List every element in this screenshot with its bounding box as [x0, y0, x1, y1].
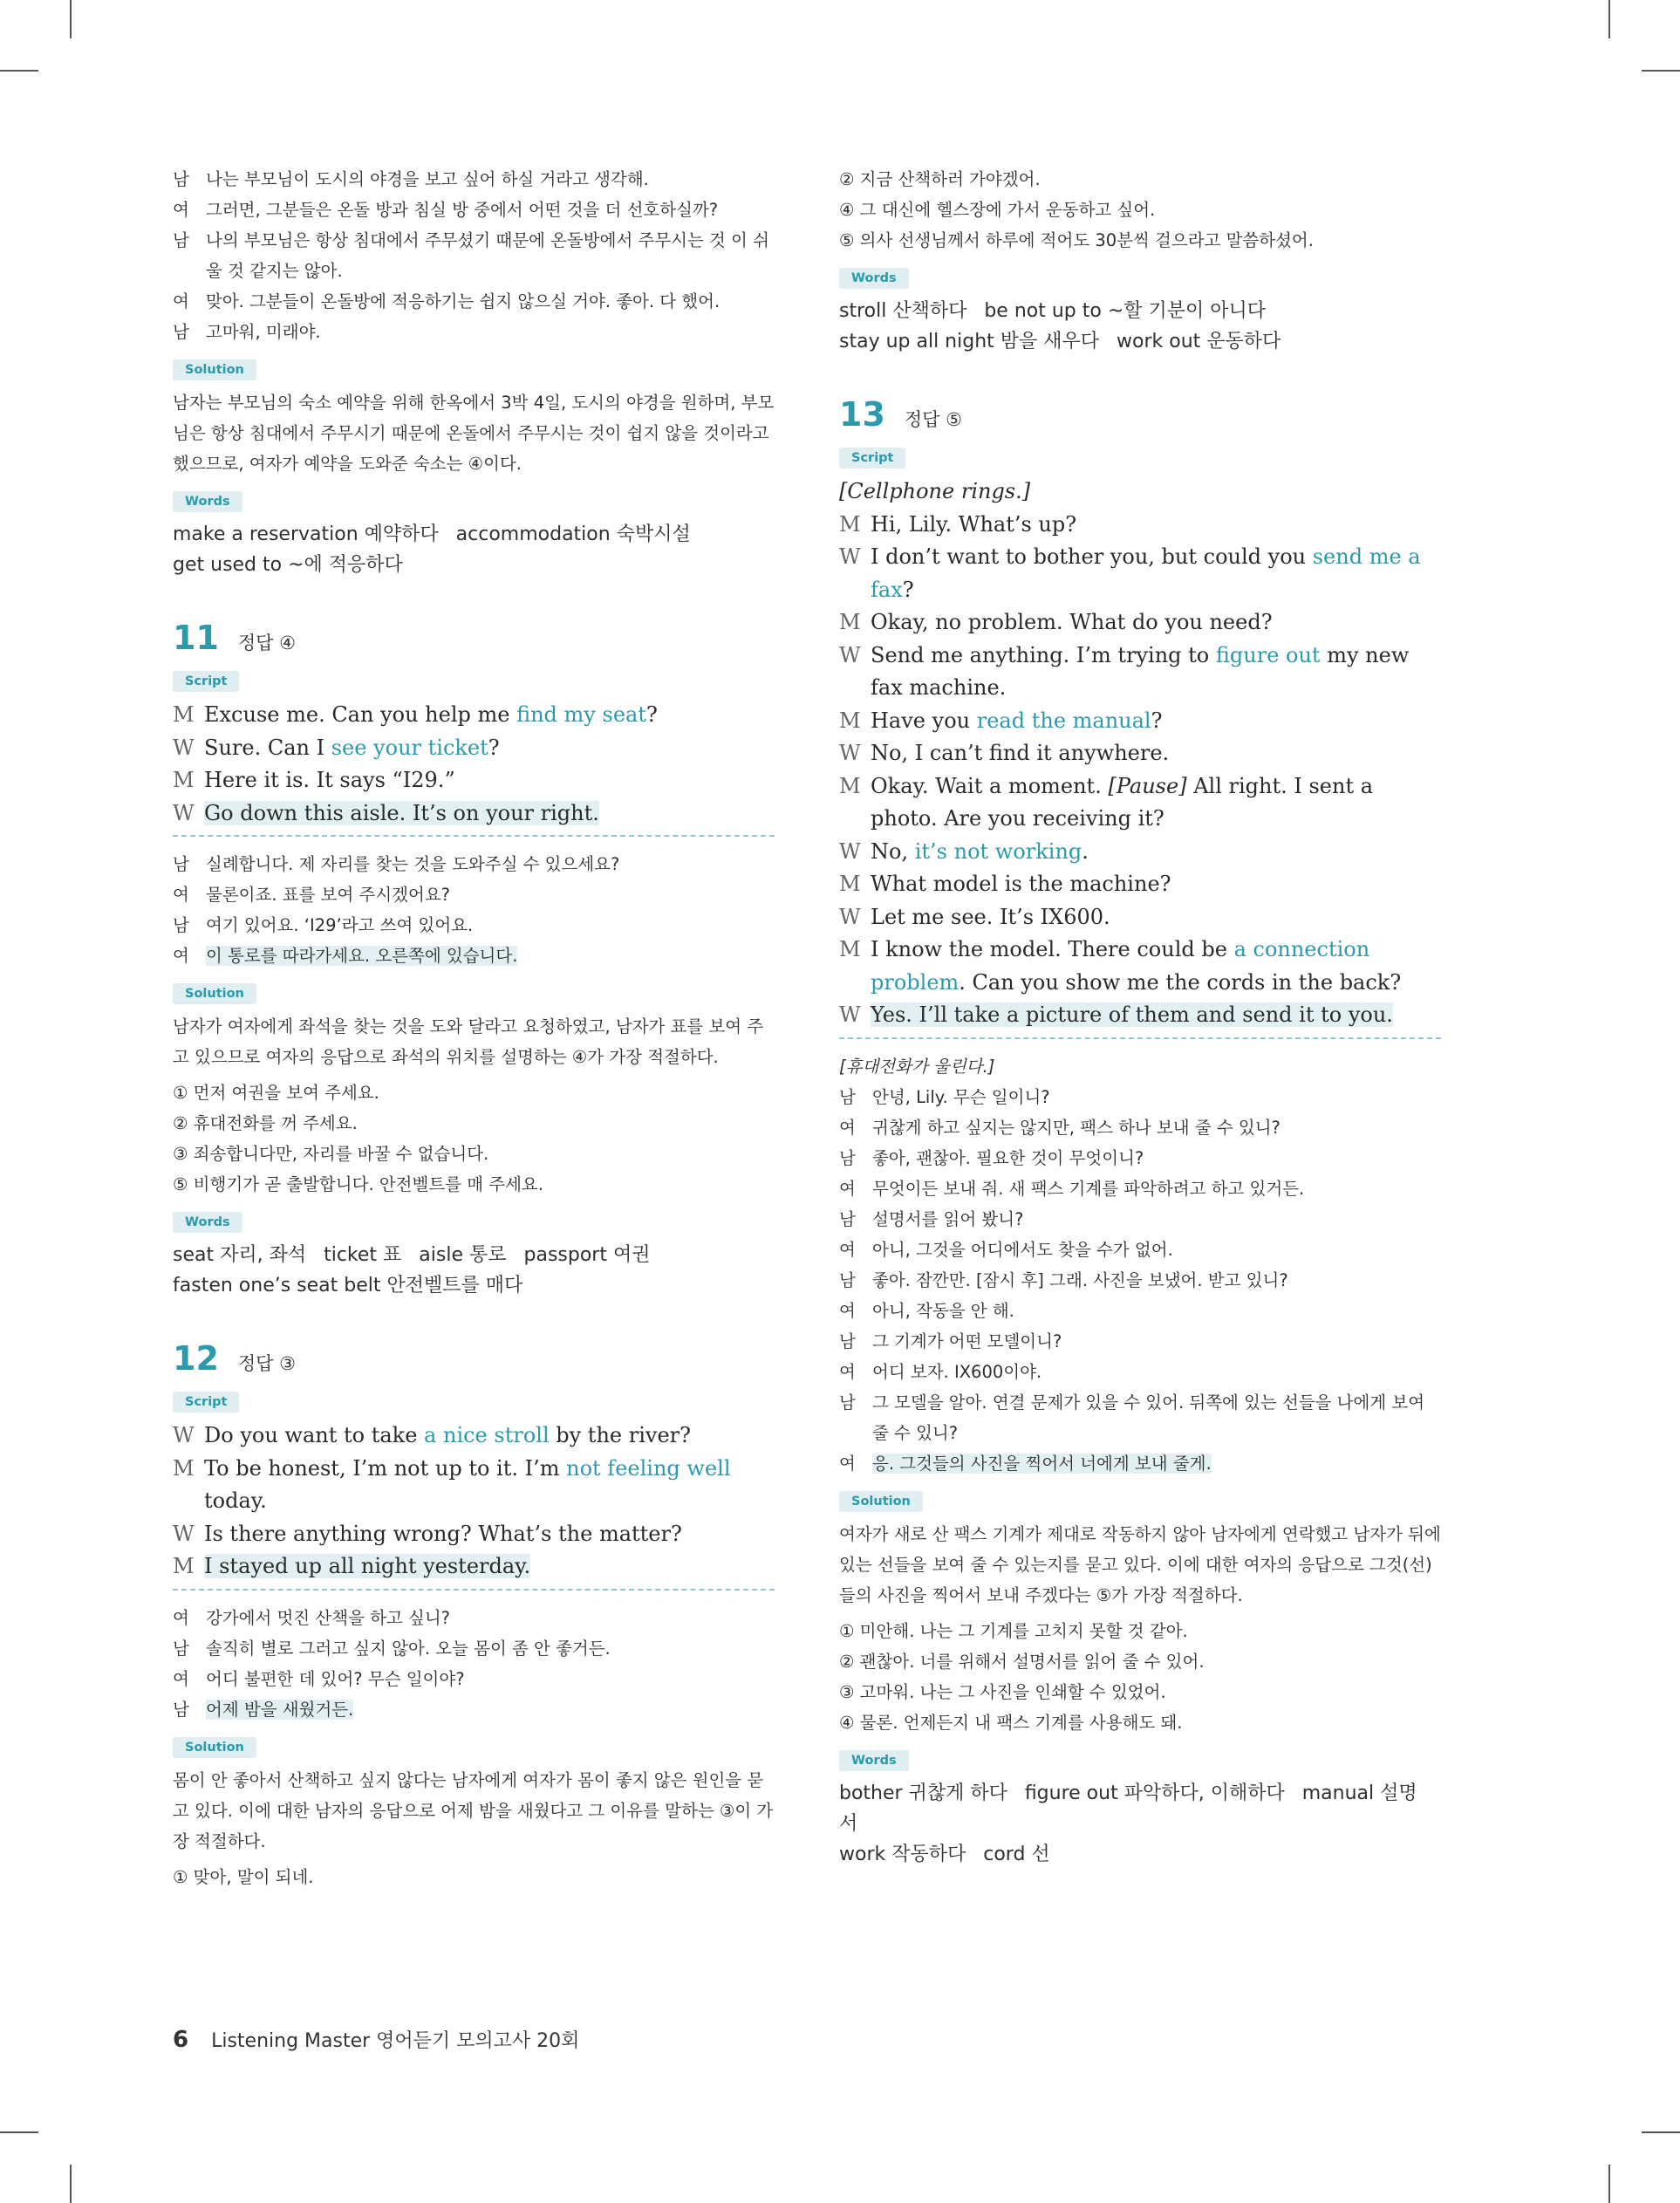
speaker-label: 남: [173, 915, 189, 935]
words-badge: Words: [839, 1738, 1441, 1778]
dialogue-line: [839, 1143, 1441, 1173]
answer-highlight: 응. 그것들의 사진을 찍어서 너에게 보내 줄게.: [872, 1453, 1212, 1474]
script-line: [173, 1453, 775, 1518]
dialogue-line: [173, 849, 775, 879]
line-text: 실례합니다. 제 자리를 찾는 것을 도와주실 수 있으세요?: [206, 854, 620, 874]
key-phrase: a nice stroll: [424, 1423, 550, 1447]
dialogue-line: [173, 286, 775, 317]
text-segment: by the river?: [549, 1423, 691, 1447]
line-text: 귀찮게 하고 싶지는 않지만, 팩스 하나 보내 줄 수 있니?: [872, 1117, 1280, 1138]
text-segment: ?: [645, 702, 658, 727]
text-segment: today.: [204, 1488, 267, 1513]
line-text: 솔직히 별로 그러고 싶지 않아. 오늘 몸이 좀 안 좋거든.: [206, 1638, 611, 1659]
vocab-item: stroll 산책하다: [839, 300, 967, 322]
script-line: [839, 901, 1441, 934]
words-row: [173, 550, 775, 580]
english-script: [839, 509, 1441, 1032]
line-text: [204, 1550, 775, 1584]
speaker-label: 여: [839, 1239, 856, 1260]
speaker-label: 남: [839, 1331, 856, 1351]
korean-translation: [839, 1082, 1441, 1479]
line-text: [871, 606, 1441, 640]
line-text: 고마워, 미래야.: [206, 322, 321, 342]
option-item: ② 괜찮아. 너를 위해서 설명서를 읽어 줄 수 있어.: [839, 1651, 1205, 1672]
speaker-label: 남: [839, 1269, 856, 1290]
line-text: 아니, 그것을 어디에서도 찾을 수가 없어.: [872, 1239, 1173, 1260]
dialogue-line: [839, 1204, 1441, 1235]
script-line: [173, 1550, 775, 1584]
script-line: [173, 699, 775, 732]
words-badge: Words: [173, 1200, 775, 1240]
text-segment: All right. I sent a photo. Are you receiving it?: [871, 773, 1374, 831]
line-text: 그 기계가 어떤 모델이니?: [872, 1331, 1062, 1351]
vocab-item: passport 여권: [523, 1244, 651, 1266]
line-text: 안녕, Lily. 무슨 일이니?: [872, 1086, 1050, 1107]
script-line: [839, 836, 1441, 869]
speaker-label: 남: [173, 1638, 189, 1659]
question-number: 12: [173, 1339, 219, 1378]
speaker-label: 남: [839, 1147, 856, 1168]
speaker-label: 여: [839, 1117, 856, 1138]
script-line: [173, 764, 775, 797]
script-line: [839, 868, 1441, 901]
option-item: ① 먼저 여권을 보여 주세요.: [173, 1083, 379, 1103]
script-line: [173, 1420, 775, 1453]
option-item: ① 맞아, 말이 되네.: [173, 1866, 314, 1887]
speaker-label: M: [173, 1455, 195, 1481]
key-phrase: find my seat: [516, 702, 646, 727]
answer-highlight: [204, 1554, 530, 1578]
line-text: 물론이죠. 표를 보여 주시겠어요?: [206, 885, 451, 905]
option-item: ⑤ 비행기가 곧 출발합니다. 안전벨트를 매 주세요.: [173, 1174, 543, 1194]
line-text: 여기 있어요. ‘I29’라고 쓰여 있어요.: [206, 915, 474, 935]
text-segment: Do you want to take: [204, 1423, 425, 1447]
crop-mark: [1642, 70, 1680, 72]
vocab-item: cord 선: [983, 1843, 1050, 1865]
speaker-label: 남: [173, 169, 189, 189]
line-text: 아니, 작동을 안 해.: [872, 1300, 1014, 1321]
words-row: [839, 1778, 1441, 1839]
solution-text: 몸이 안 좋아서 산책하고 싶지 않다는 남자에게 여자가 몸이 좋지 않은 원인을 묻고 있다. 이에 대한 남자의 응답으로 어제 밤을 새웠다고 그 이유를 말하는 ③이 가장 적절하다.: [173, 1769, 774, 1851]
solution-text: 남자가 여자에게 좌석을 찾는 것을 도와 달라고 요청하였고, 남자가 표를 보여 주고 있으므로 여자의 응답으로 좌석의 위치를 설명하는 ④가 가장 적절하다.: [173, 1016, 764, 1067]
line-text: [871, 541, 1441, 606]
line-text: 좋아, 괜찮아. 필요한 것이 무엇이니?: [872, 1147, 1144, 1168]
dialogue-line: [173, 910, 775, 941]
speaker-label: W: [839, 544, 861, 569]
divider: [173, 835, 775, 837]
crop-mark: [1608, 2165, 1610, 2203]
text-segment: Excuse me. Can you help me: [204, 702, 517, 727]
dialogue-line: [173, 1603, 775, 1633]
vocab-item: be not up to ~할 기분이 아니다: [984, 300, 1267, 322]
solution-badge: Solution: [173, 971, 775, 1011]
page-number: 6: [173, 2027, 189, 2053]
speaker-label: 여: [173, 885, 189, 905]
answer-options: [173, 1862, 775, 1892]
speaker-label: M: [839, 937, 861, 961]
dialogue-line: [173, 941, 775, 971]
speaker-label: 남: [839, 1208, 856, 1229]
dialogue-line: [839, 1448, 1441, 1479]
line-text: [204, 764, 775, 797]
dialogue-line: [839, 1326, 1441, 1357]
line-text: [871, 705, 1441, 738]
english-script: [173, 1420, 775, 1584]
dialogue-line: [173, 1633, 775, 1664]
question-number: 13: [839, 395, 885, 434]
answer-label: 정답 ④: [237, 633, 296, 653]
dialogue-line: [173, 1664, 775, 1694]
words-row: [173, 1240, 775, 1270]
dialogue-line: [173, 164, 775, 195]
speaker-label: 여: [839, 1300, 856, 1321]
divider: [173, 1589, 775, 1591]
dialogue-line: [839, 1387, 1441, 1448]
line-text: [204, 699, 775, 732]
script-line: [839, 509, 1441, 542]
korean-translation: [173, 849, 775, 971]
dialogue-line: [839, 1296, 1441, 1326]
text-segment: Okay. Wait a moment.: [871, 773, 1109, 798]
speaker-label: W: [839, 1002, 861, 1027]
solution-text: 남자는 부모님의 숙소 예약을 위해 한옥에서 3박 4일, 도시의 야경을 원하며, 부모님은 항상 침대에서 주무시기 때문에 온돌에서 주무시는 것이 쉽지 않을 것이라고 했으므로, 여자가 예약을 도와준 숙소는 ④이다.: [173, 393, 775, 474]
text-segment: [Pause]: [1108, 773, 1187, 798]
dialogue-line: [173, 879, 775, 910]
speaker-label: W: [839, 904, 861, 929]
line-text: 어디 보자. IX600이야.: [872, 1361, 1042, 1382]
line-text: [871, 934, 1441, 999]
words-row: [173, 1270, 775, 1301]
speaker-label: M: [839, 610, 861, 634]
speaker-label: M: [173, 768, 195, 792]
line-text: [871, 640, 1441, 705]
words-row: [839, 326, 1441, 357]
line-text: [204, 1518, 775, 1551]
script-line: [173, 732, 775, 765]
speaker-label: 여: [173, 291, 189, 311]
option-item: ② 휴대전화를 꺼 주세요.: [173, 1113, 358, 1133]
speaker-label: 남: [173, 1699, 189, 1720]
text-segment: I don’t want to bother you, but could you: [871, 544, 1313, 569]
speaker-label: W: [173, 1521, 195, 1546]
solution-text: 여자가 새로 산 팩스 기계가 제대로 작동하지 않아 남자에게 연락했고 남자가 뒤에 있는 선들을 보여 줄 수 있는지를 묻고 있다. 이에 대한 여자의 응답으로 그것(선)들의 사진을 찍어서 보내 주겠다는 ⑤가 가장 적절하다.: [839, 1523, 1441, 1605]
book-title: Listening Master 영어듣기 모의고사 20회: [211, 2030, 580, 2052]
line-text: [871, 509, 1441, 542]
option-item: ④ 그 대신에 헬스장에 가서 운동하고 싶어.: [839, 200, 1156, 220]
speaker-label: M: [839, 708, 861, 733]
line-text: [872, 1448, 1441, 1479]
text-segment: Let me see. It’s IX600.: [871, 904, 1110, 929]
words-list: [173, 519, 775, 580]
text-segment: Yes. I’ll take a picture of them and send it to you.: [871, 1002, 1393, 1027]
stage-direction: [Cellphone rings.]: [839, 479, 1031, 503]
line-text: [204, 797, 775, 831]
speaker-label: 여: [173, 200, 189, 220]
crop-mark: [0, 70, 38, 72]
line-text: [871, 868, 1441, 901]
text-segment: Is there anything wrong? What’s the matter?: [204, 1521, 682, 1546]
script-badge: Script: [839, 435, 1441, 475]
vocab-item: stay up all night 밤을 새우다: [839, 331, 1100, 352]
script-badge: Script: [173, 1379, 775, 1420]
option-item: ⑤ 의사 선생님께서 하루에 적어도 30분씩 걸으라고 말씀하셨어.: [839, 230, 1314, 250]
speaker-label: M: [173, 702, 195, 727]
script-line: [839, 999, 1441, 1032]
line-text: [871, 770, 1441, 836]
korean-translation: [173, 1603, 775, 1725]
left-column: [173, 164, 775, 1892]
text-segment: Have you: [871, 708, 977, 733]
solution-badge: Solution: [173, 347, 775, 387]
line-text: [871, 737, 1441, 770]
key-phrase: it’s not working: [914, 838, 1082, 864]
line-text: 좋아. 잠깐만. [잠시 후] 그래. 사진을 보냈어. 받고 있니?: [872, 1269, 1288, 1290]
key-phrase: a connection problem: [871, 937, 1370, 995]
text-segment: . Can you show me the cords in the back?: [959, 969, 1402, 995]
option-item: ① 미안해. 나는 그 기계를 고치지 못할 것 같아.: [839, 1620, 1188, 1641]
script-line: [839, 770, 1441, 836]
text-segment: ?: [488, 735, 500, 760]
crop-mark: [70, 0, 72, 38]
text-segment: I stayed up all night yesterday.: [204, 1554, 531, 1578]
speaker-label: 여: [839, 1361, 856, 1382]
text-segment: Send me anything. I’m trying to: [871, 642, 1216, 667]
right-column: [839, 164, 1441, 1870]
vocab-item: aisle 통로: [419, 1244, 507, 1266]
vocab-item: accommodation 숙박시설: [455, 523, 691, 545]
speaker-label: W: [173, 1423, 195, 1447]
answer-options: [173, 1078, 775, 1200]
crop-mark: [1642, 2131, 1680, 2133]
script-line: [173, 797, 775, 831]
speaker-label: W: [173, 800, 195, 825]
text-segment: Hi, Lily. What’s up?: [871, 511, 1077, 537]
script-line: [839, 705, 1441, 738]
option-item: ③ 고마워. 나는 그 사진을 인쇄할 수 있었어.: [839, 1681, 1166, 1702]
solution-badge: Solution: [173, 1725, 775, 1765]
answer-highlight: 어제 밤을 새웠거든.: [206, 1699, 354, 1720]
speaker-label: 여: [839, 1453, 856, 1474]
line-text: 나의 부모님은 항상 침대에서 주무셨기 때문에 온돌방에서 주무시는 것 이 쉬울 것 같지는 않아.: [206, 230, 769, 281]
question-13-header: [839, 395, 1441, 434]
vocab-item: get used to ~에 적응하다: [173, 554, 403, 576]
text-segment: Here it is. It says “I29.”: [204, 768, 455, 792]
words-row: [173, 519, 775, 550]
line-text: [871, 901, 1441, 934]
text-segment: I know the model. There could be: [871, 937, 1234, 961]
key-phrase: figure out: [1215, 642, 1321, 667]
vocab-item: make a reservation 예약하다: [173, 523, 439, 545]
speaker-label: 남: [839, 1086, 856, 1107]
text-segment: No, I can’t find it anywhere.: [871, 741, 1170, 765]
vocab-item: ticket 표: [324, 1244, 402, 1266]
script-line: [173, 1518, 775, 1551]
script-line: [839, 541, 1441, 606]
dialogue-line: [839, 1173, 1441, 1204]
speaker-label: M: [173, 1554, 195, 1578]
speaker-label: 남: [173, 322, 189, 342]
text-segment: .: [1082, 838, 1089, 864]
answer-highlight: [204, 801, 599, 825]
vocab-item: manual 설명서: [839, 1782, 1417, 1835]
words-badge: Words: [839, 256, 1441, 296]
speaker-label: M: [839, 872, 861, 896]
key-phrase: send me a fax: [871, 544, 1421, 602]
line-text: 설명서를 읽어 봤니?: [872, 1208, 1024, 1229]
answer-label: 정답 ⑤: [904, 409, 962, 430]
words-list: [839, 296, 1441, 357]
option-item: ② 지금 산책하러 가야겠어.: [839, 169, 1041, 189]
script-line: [839, 606, 1441, 640]
dialogue-line: [173, 195, 775, 225]
dialogue-line: [839, 1112, 1441, 1143]
line-text: [204, 1453, 775, 1518]
script-line: [839, 737, 1441, 770]
speaker-label: 남: [173, 854, 189, 874]
line-text: [871, 836, 1441, 869]
text-segment: ?: [1151, 708, 1163, 733]
text-segment: No,: [871, 838, 915, 864]
line-text: [204, 1420, 775, 1453]
answer-options: [839, 1616, 1441, 1738]
speaker-label: W: [173, 735, 195, 760]
text-segment: Okay, no problem. What do you need?: [871, 610, 1273, 634]
crop-mark: [70, 2165, 72, 2203]
speaker-label: W: [839, 642, 861, 667]
dialogue-line: [173, 317, 775, 347]
dialogue-line: [173, 1694, 775, 1725]
line-text: [204, 732, 775, 765]
question-number: 11: [173, 619, 219, 657]
vocab-item: bother 귀찮게 하다: [839, 1782, 1007, 1804]
speaker-label: M: [839, 511, 861, 537]
solution-badge: Solution: [839, 1479, 1441, 1519]
dialogue-line: [839, 1082, 1441, 1112]
key-phrase: read the manual: [976, 708, 1151, 733]
words-row: [839, 1839, 1441, 1870]
script-line: [839, 934, 1441, 999]
question-11-header: [173, 619, 775, 657]
line-text: 무엇이든 보내 줘. 새 팩스 기계를 파악하려고 하고 있거든.: [872, 1178, 1305, 1199]
line-text: [206, 1694, 775, 1725]
text-segment: ?: [902, 577, 914, 602]
speaker-label: W: [839, 741, 861, 765]
vocab-item: seat 자리, 좌석: [173, 1244, 307, 1266]
answer-label: 정답 ③: [237, 1353, 296, 1374]
script-line: [839, 640, 1441, 705]
text-segment: Sure. Can I: [204, 735, 331, 760]
dialogue-line: [839, 1265, 1441, 1296]
words-list: [839, 1778, 1441, 1870]
line-text: 그러면, 그분들은 온돌 방과 침실 방 중에서 어떤 것을 더 선호하실까?: [206, 200, 719, 220]
stage-direction-korean: [휴대전화가 울린다.]: [839, 1056, 995, 1077]
key-phrase: not feeling well: [566, 1455, 731, 1481]
script-badge: Script: [173, 659, 775, 699]
crop-mark: [0, 2131, 38, 2133]
line-text: [871, 999, 1441, 1032]
line-text: 강가에서 멋진 산책을 하고 싶니?: [206, 1607, 451, 1628]
speaker-label: 여: [839, 1178, 856, 1199]
answer-options: [839, 164, 1441, 256]
dialogue-line: [839, 1357, 1441, 1387]
words-list: [173, 1240, 775, 1301]
text-segment: Go down this aisle. It’s on your right.: [204, 800, 599, 825]
dialogue-line: [173, 225, 775, 286]
line-text: 나는 부모님이 도시의 야경을 보고 싶어 하실 거라고 생각해.: [206, 169, 649, 189]
speaker-label: 남: [839, 1392, 856, 1413]
words-row: [839, 296, 1441, 326]
vocab-item: figure out 파악하다, 이해하다: [1024, 1782, 1285, 1804]
text-segment: What model is the machine?: [871, 872, 1171, 896]
line-text: 맞아. 그분들이 온돌방에 적응하기는 쉽지 않으실 거야. 좋아. 다 했어.: [206, 291, 720, 311]
text-segment: my new fax machine.: [871, 642, 1410, 700]
english-script: [173, 699, 775, 830]
line-text: [206, 941, 775, 971]
option-item: ④ 물론. 언제든지 내 팩스 기계를 사용해도 돼.: [839, 1712, 1183, 1733]
answer-highlight: 이 통로를 따라가세요. 오른쪽에 있습니다.: [206, 946, 518, 966]
text-segment: To be honest, I’m not up to it. I’m: [204, 1455, 567, 1481]
page-footer: [173, 2026, 579, 2053]
key-phrase: see your ticket: [331, 735, 488, 760]
continued-dialogue: [173, 164, 775, 347]
speaker-label: W: [839, 838, 861, 864]
speaker-label: M: [839, 773, 861, 798]
dialogue-line: [839, 1235, 1441, 1265]
speaker-label: 여: [173, 946, 189, 966]
answer-highlight: [871, 1002, 1393, 1027]
vocab-item: work 작동하다: [839, 1843, 966, 1865]
line-text: 그 모델을 알아. 연결 문제가 있을 수 있어. 뒤쪽에 있는 선들을 나에게 보여 줄 수 있니?: [872, 1392, 1425, 1443]
divider: [839, 1037, 1441, 1039]
speaker-label: 남: [173, 230, 189, 250]
vocab-item: work out 운동하다: [1117, 331, 1281, 352]
speaker-label: 여: [173, 1607, 189, 1628]
speaker-label: 여: [173, 1668, 189, 1689]
question-12-header: [173, 1339, 775, 1378]
line-text: 어디 불편한 데 있어? 무슨 일이야?: [206, 1668, 465, 1689]
vocab-item: fasten one’s seat belt 안전벨트를 매다: [173, 1275, 523, 1296]
crop-mark: [1608, 0, 1610, 38]
words-badge: Words: [173, 479, 775, 519]
option-item: ③ 죄송합니다만, 자리를 바꿀 수 없습니다.: [173, 1144, 489, 1164]
